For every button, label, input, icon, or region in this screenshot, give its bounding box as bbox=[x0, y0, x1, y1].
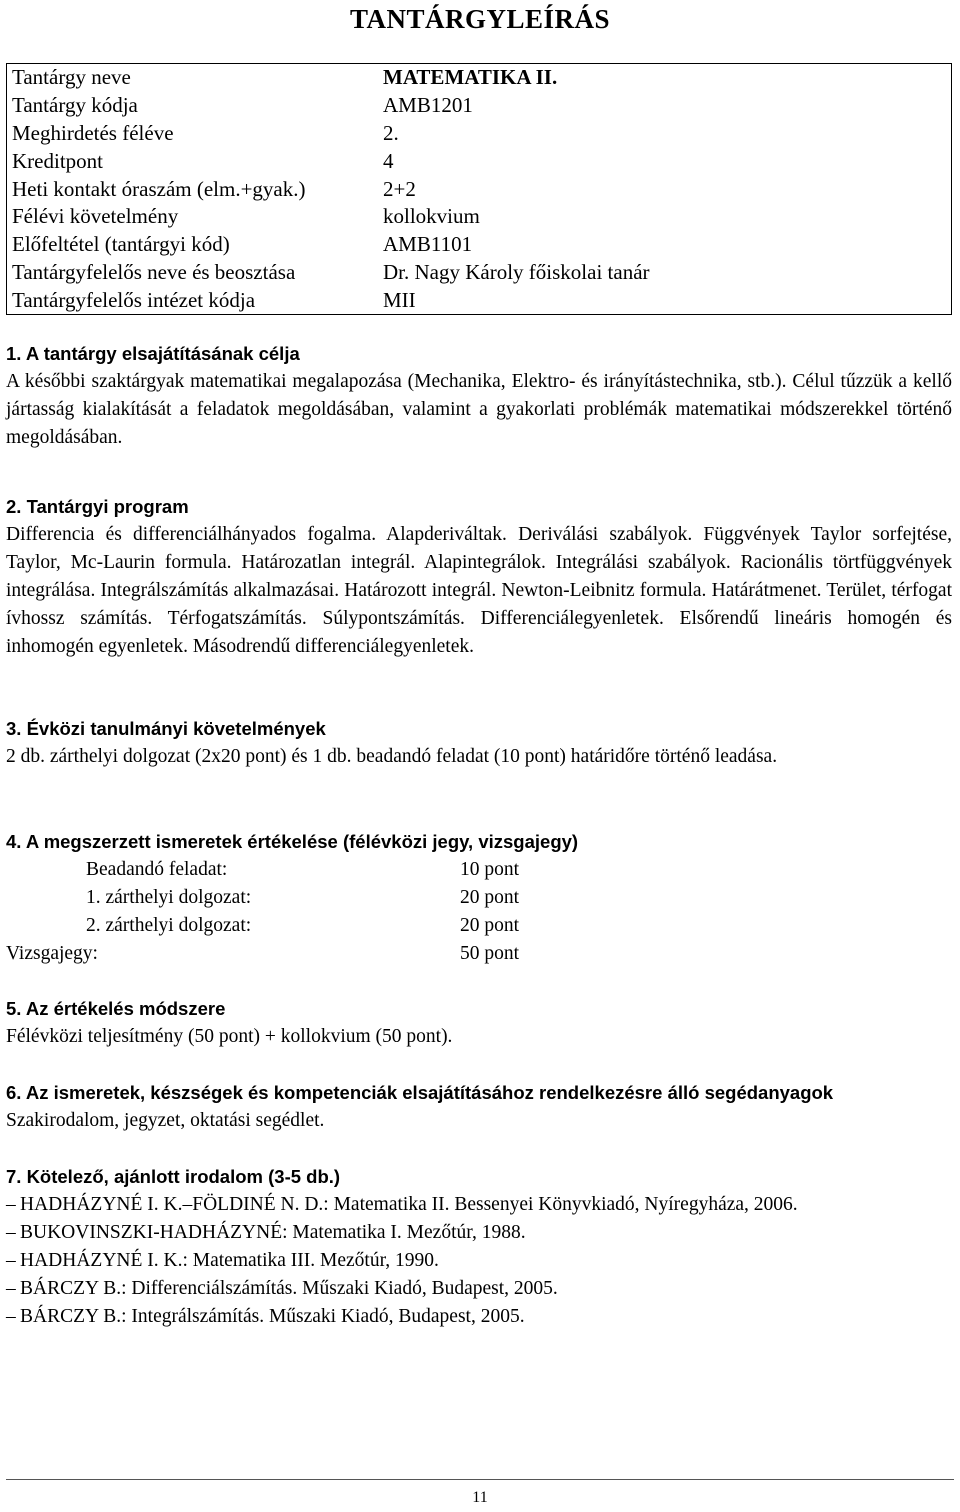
section-heading: 4. A megszerzett ismeretek értékelése (félévközi jegy, vizsgajegy) bbox=[6, 831, 579, 852]
table-row bbox=[7, 120, 952, 148]
section-requirements bbox=[6, 715, 952, 771]
literature-entry: BUKOVINSZKI-HADHÁZYNÉ: Matematika I. Mezőtúr, 1988. bbox=[20, 1222, 526, 1243]
score-value: 10 pont bbox=[460, 859, 520, 880]
section-text: A későbbi szaktárgyak matematikai megalapozása (Mechanika, Elektro- és irányítástechnika, stb.). Célul tűzzük a kellő jártasság kialakítását a feladatok megoldásában, valamint a gyakorlati problémák matematikai módszerekkel történő megoldásában. bbox=[6, 371, 952, 448]
literature-entry: BÁRCZY B.: Integrálszámítás. Műszaki Kiadó, Budapest, 2005. bbox=[20, 1306, 525, 1327]
info-value: Dr. Nagy Károly főiskolai tanár bbox=[383, 259, 650, 284]
table-row bbox=[7, 175, 952, 203]
section-goal bbox=[6, 340, 952, 452]
list-item: – HADHÁZYNÉ I. K.: Matematika III. Mezőtúr, 1990. bbox=[6, 1250, 439, 1271]
info-value: AMB1201 bbox=[383, 93, 473, 118]
info-label: Tantárgyfelelős intézet kódja bbox=[12, 287, 256, 312]
exam-row bbox=[6, 940, 952, 968]
exam-value: 50 pont bbox=[460, 943, 520, 964]
info-value: 2. bbox=[383, 120, 399, 145]
section-heading: 3. Évközi tanulmányi követelmények bbox=[6, 718, 326, 739]
literature-entry: HADHÁZYNÉ I. K.–FÖLDINÉ N. D.: Matematika II. Bessenyei Könyvkiadó, Nyíregyháza, 2006. bbox=[20, 1194, 798, 1215]
list-item: – HADHÁZYNÉ I. K.–FÖLDINÉ N. D.: Matematika II. Bessenyei Könyvkiadó, Nyíregyháza, 2006. bbox=[6, 1194, 798, 1215]
info-label: Tantárgy neve bbox=[12, 65, 131, 90]
info-label: Kreditpont bbox=[12, 148, 103, 173]
section-heading: 5. Az értékelés módszere bbox=[6, 998, 226, 1019]
list-item: – BÁRCZY B.: Integrálszámítás. Műszaki Kiadó, Budapest, 2005. bbox=[6, 1306, 525, 1327]
table-row bbox=[7, 147, 952, 175]
info-value: 4 bbox=[383, 148, 394, 173]
footer-divider bbox=[6, 1479, 954, 1480]
score-label: 1. zárthelyi dolgozat: bbox=[86, 887, 252, 908]
info-label: Tantárgyfelelős neve és beosztása bbox=[12, 259, 296, 284]
score-value: 20 pont bbox=[460, 887, 520, 908]
exam-label: Vizsgajegy: bbox=[6, 943, 98, 964]
section-text: Szakirodalom, jegyzet, oktatási segédlet. bbox=[6, 1110, 325, 1131]
section-heading: 1. A tantárgy elsajátításának célja bbox=[6, 343, 300, 364]
info-label: Tantárgy kódja bbox=[12, 93, 138, 118]
info-value: AMB1101 bbox=[383, 232, 473, 257]
score-label: 2. zárthelyi dolgozat: bbox=[86, 915, 252, 936]
table-row bbox=[7, 259, 952, 287]
section-heading: 2. Tantárgyi program bbox=[6, 496, 189, 517]
section-text: Differencia és differenciálhányados fogalma. Alapderiváltak. Deriválási szabályok. Függvények Taylor sorfejtése, Taylor, Mc-Laurin formula. Határozatlan integrál. Alapintegrálok. Integrálási szabályok. Racionális törtfüggvények integrálása. Integrálszámítás alkalmazásai. Határozott integrál. Newton-Leibnitz formula. Határátmenet. Terület, térfogat ívhossz számítás. Térfogatszámítás. Súlypontszámítás. Differenciálegyenletek. Elsőrendű lineáris homogén és inhomogén egyenletek. Másodrendű differenciálegyenletek. bbox=[6, 524, 952, 657]
info-label: Meghirdetés féléve bbox=[12, 120, 174, 145]
literature-list bbox=[6, 1191, 952, 1331]
info-label: Előfeltétel (tantárgyi kód) bbox=[12, 232, 230, 257]
info-value: MII bbox=[383, 287, 416, 312]
section-text: Félévközi teljesítmény (50 pont) + kollokvium (50 pont). bbox=[6, 1026, 453, 1047]
table-row bbox=[7, 231, 952, 259]
score-label: Beadandó feladat: bbox=[86, 859, 228, 880]
list-item: – BUKOVINSZKI-HADHÁZYNÉ: Matematika I. Mezőtúr, 1988. bbox=[6, 1222, 526, 1243]
info-label: Heti kontakt óraszám (elm.+gyak.) bbox=[12, 176, 306, 201]
list-item: – BÁRCZY B.: Differenciálszámítás. Műszaki Kiadó, Budapest, 2005. bbox=[6, 1278, 558, 1299]
document-title: TANTÁRGYLEÍRÁS bbox=[349, 4, 611, 34]
section-program bbox=[6, 493, 952, 661]
info-label: Félévi követelmény bbox=[12, 204, 179, 229]
page-number: 11 bbox=[472, 1489, 488, 1506]
course-info-table bbox=[6, 63, 952, 315]
table-row bbox=[7, 64, 952, 92]
table-row bbox=[7, 203, 952, 231]
score-value: 20 pont bbox=[460, 915, 520, 936]
score-grid bbox=[6, 856, 952, 940]
info-value: MATEMATIKA II. bbox=[383, 65, 558, 90]
section-heading: 7. Kötelező, ajánlott irodalom (3-5 db.) bbox=[6, 1166, 341, 1187]
literature-entry: BÁRCZY B.: Differenciálszámítás. Műszaki Kiadó, Budapest, 2005. bbox=[20, 1278, 558, 1299]
table-row bbox=[7, 286, 952, 314]
section-method bbox=[6, 995, 952, 1051]
table-row bbox=[7, 92, 952, 120]
section-text: 2 db. zárthelyi dolgozat (2x20 pont) és 1 db. beadandó feladat (10 pont) határidőre történő leadása. bbox=[6, 746, 778, 767]
info-value: kollokvium bbox=[383, 204, 480, 229]
section-evaluation bbox=[6, 828, 952, 968]
section-heading: 6. Az ismeretek, készségek és kompetenciák elsajátításához rendelkezésre álló segédanyagok bbox=[6, 1082, 834, 1103]
section-literature bbox=[6, 1163, 952, 1331]
literature-entry: HADHÁZYNÉ I. K.: Matematika III. Mezőtúr, 1990. bbox=[20, 1250, 439, 1271]
section-materials bbox=[6, 1079, 952, 1135]
info-value: 2+2 bbox=[383, 176, 416, 201]
